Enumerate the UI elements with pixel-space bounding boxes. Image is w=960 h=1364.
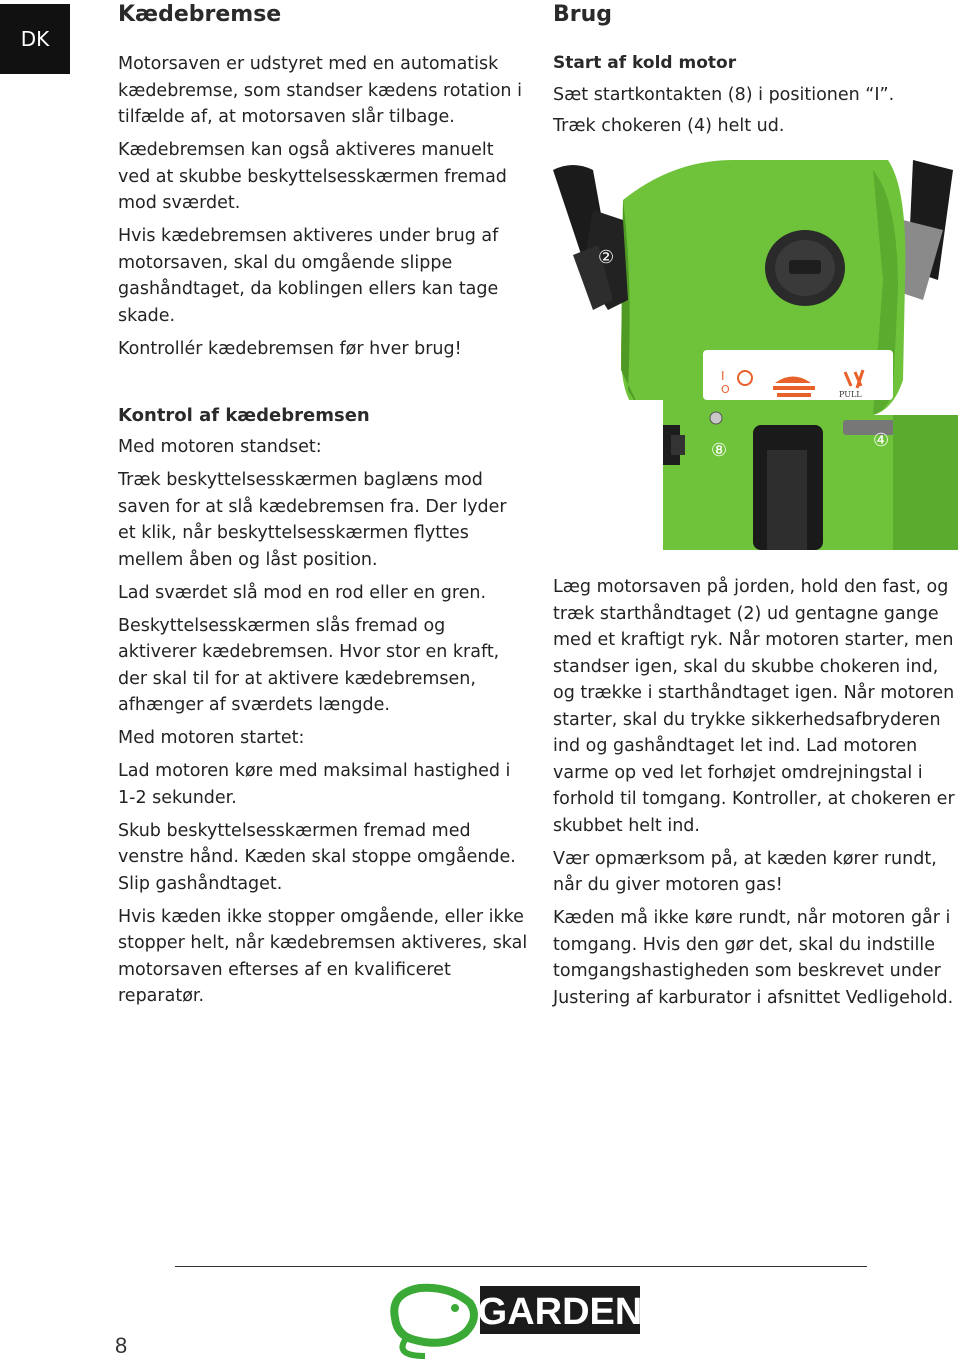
right-column <box>553 0 958 139</box>
callout-4: ④ <box>873 430 890 451</box>
brand-name: GARDEN <box>477 1291 643 1333</box>
subsection-title-cold-start: Start af kold motor <box>553 53 737 73</box>
paragraph: Vær opmærksom på, at kæden kører rundt, når du giver motoren gas! <box>553 848 937 895</box>
paragraph: Læg motorsaven på jorden, hold den fast, og træk starthåndtaget (2) ud gentagne gange med et kraftigt ryk. Når motoren starter, men standser igen, skal du skubbe chokeren ind, og trække i starthåndtaget igen. Når motoren starter, skal du trykke sikkerhedsafbryderen ind og gashåndtaget let ind. Lad motoren varme op ved let forhøjet omdrejningstal i forhold til tomgang. Kontroller, at chokeren er skubbet helt ind. <box>553 577 955 836</box>
callout-8: ⑧ <box>711 440 728 461</box>
paragraph: Kontrollér kædebremsen før hver brug! <box>118 338 462 359</box>
paragraph: Kæden må ikke køre rundt, når motoren går i tomgang. Hvis den gør det, skal du indstille tomgangshastigheden som beskrevet under Justering af karburator i afsnittet Vedligehold. <box>553 908 954 1008</box>
paragraph: Skub beskyttelsesskærmen fremad med venstre hånd. Kæden skal stoppe omgående. Slip gashåndtaget. <box>118 820 516 894</box>
paragraph: Hvis kæden ikke stopper omgående, eller ikke stopper helt, når kædebremsen aktiveres, skal motorsaven efterses af en kvalificeret reparatør. <box>118 906 528 1006</box>
right-column-lower <box>553 574 958 1011</box>
subsection-title-brake-check: Kontrol af kædebremsen <box>118 405 370 426</box>
page-number: 8 <box>115 1333 128 1358</box>
paragraph: Sæt startkontakten (8) i positionen “I”. <box>553 85 895 105</box>
footer-divider <box>175 1266 867 1267</box>
paragraph: Træk chokeren (4) helt ud. <box>553 115 785 136</box>
switch-on-label: I <box>721 369 725 383</box>
callout-2: ② <box>598 247 615 268</box>
language-tab <box>0 4 70 74</box>
pull-label: PULL <box>839 390 862 399</box>
section-title-use: Brug <box>553 2 613 27</box>
left-column <box>118 0 528 1010</box>
garden-logo <box>385 1278 645 1360</box>
paragraph: Beskyttelsesskærmen slås fremad og aktiverer kædebremsen. Hvor stor en kraft, der skal til for at aktivere kædebremsen, afhænger af sværdets længde. <box>118 615 500 715</box>
chainsaw-photo <box>553 160 958 550</box>
paragraph: Kædebremsen kan også aktiveres manuelt ved at skubbe beskyttelsesskærmen fremad mod sværdet. <box>118 140 507 213</box>
language-label: DK <box>20 27 50 51</box>
chainsaw-illustration <box>553 160 958 550</box>
paragraph: Med motoren startet: <box>118 728 305 748</box>
paragraph: Træk beskyttelsesskærmen baglæns mod saven for at slå kædebremsen fra. Der lyder et klik, når beskyttelsesskærmen flyttes mellem åben og låst position. <box>118 470 507 570</box>
paragraph: Motorsaven er udstyret med en automatisk kædebremse, som standser kædens rotation i tilfælde af, at motorsaven slår tilbage. <box>118 54 522 127</box>
paragraph: Hvis kædebremsen aktiveres under brug af motorsaven, skal du omgående slippe gashåndtaget, da koblingen ellers kan tage skade. <box>118 226 499 326</box>
paragraph: Lad motoren køre med maksimal hastighed i 1-2 sekunder. <box>118 761 511 808</box>
switch-off-label: O <box>721 383 730 396</box>
section-title-chain-brake: Kædebremse <box>118 2 282 27</box>
paragraph: Med motoren standset: <box>118 437 322 457</box>
paragraph: Lad sværdet slå mod en rod eller en gren. <box>118 582 487 603</box>
